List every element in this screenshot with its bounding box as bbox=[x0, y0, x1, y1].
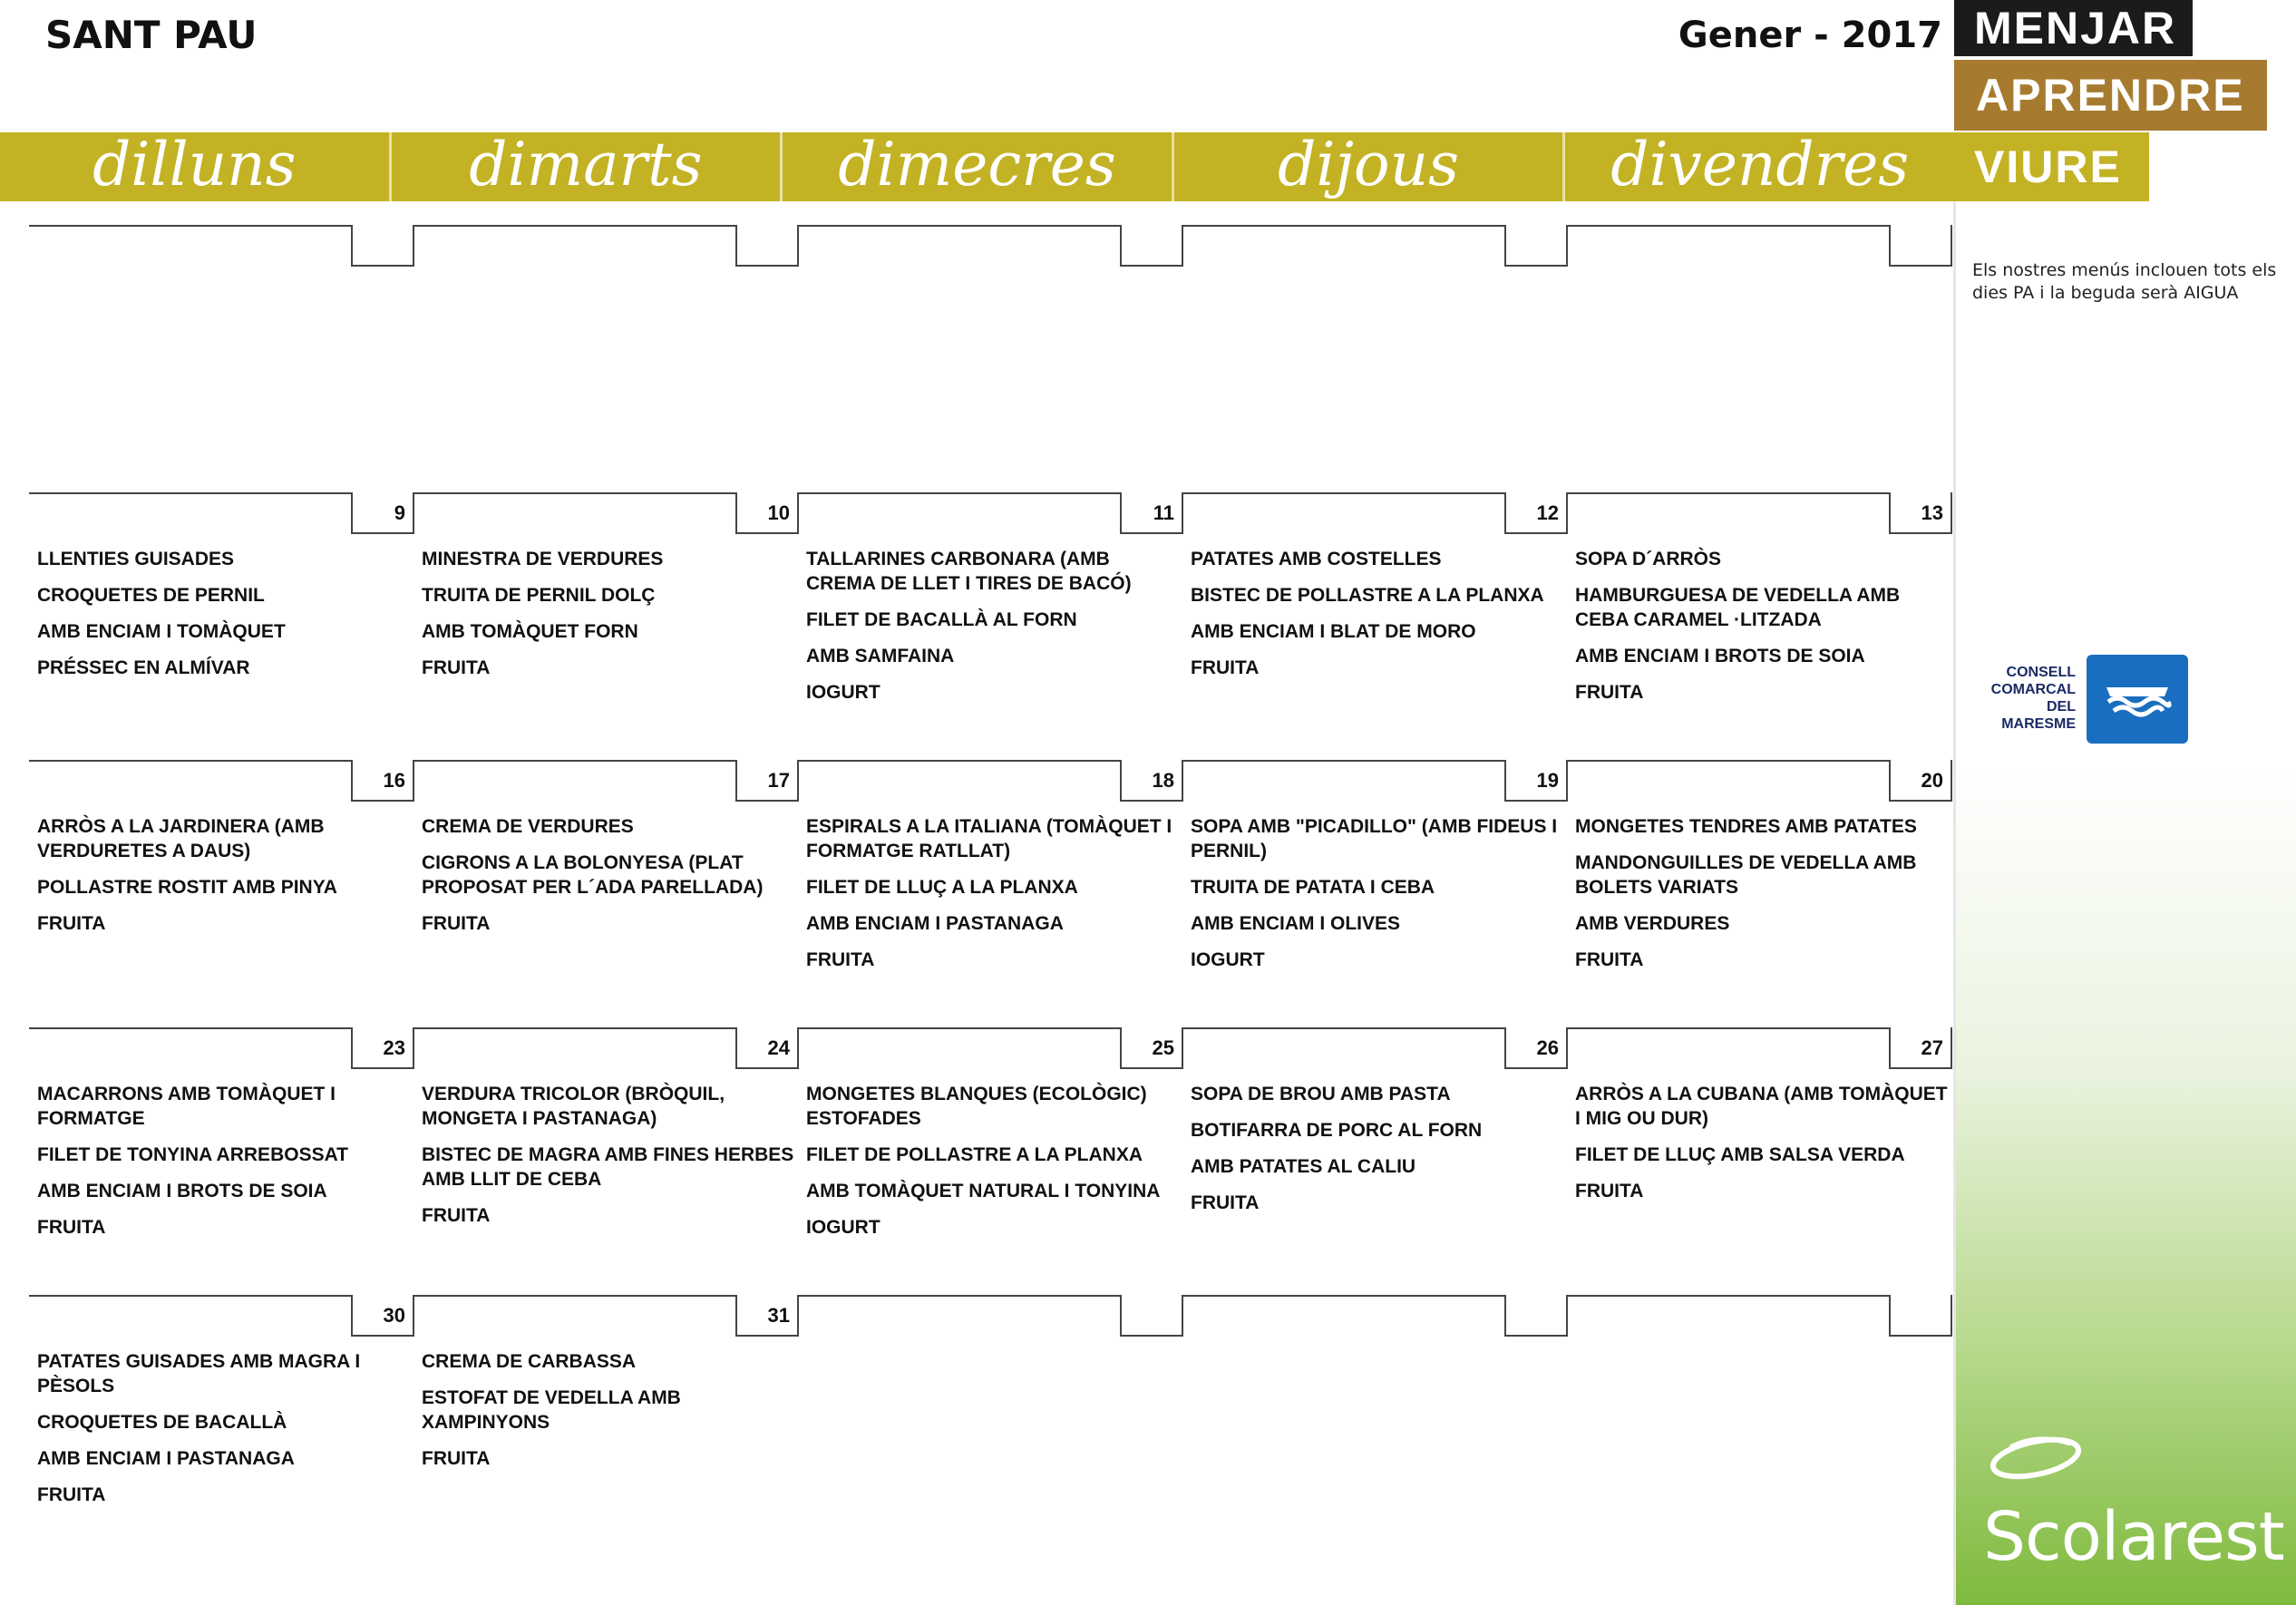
menu-items bbox=[37, 1349, 411, 1519]
menu-item: BISTEC DE POLLASTRE A LA PLANXA bbox=[1191, 585, 1544, 606]
menu-item: FRUITA bbox=[1191, 1192, 1260, 1213]
month-title: Gener - 2017 bbox=[1678, 15, 1942, 56]
day-number: 9 bbox=[351, 492, 414, 534]
day-cell bbox=[29, 1295, 414, 1558]
day-number bbox=[1120, 225, 1183, 267]
menu-item: AMB ENCIAM I PASTANAGA bbox=[806, 913, 1064, 934]
menu-item: HAMBURGUESA DE VEDELLA AMB CEBA CARAMEL ·LITZADA bbox=[1575, 585, 1901, 630]
day-cell bbox=[1182, 492, 1568, 755]
day-number: 26 bbox=[1504, 1027, 1568, 1069]
menu-item: FRUITA bbox=[1575, 1181, 1644, 1201]
menu-item: FRUITA bbox=[806, 949, 875, 970]
menu-item: PRÉSSEC EN ALMÍVAR bbox=[37, 657, 250, 678]
menu-items bbox=[1575, 814, 1949, 984]
menu-items bbox=[1575, 547, 1949, 716]
menu-item: ESPIRALS A LA ITALIANA (TOMÀQUET I FORMATGE RATLLAT) bbox=[806, 816, 1172, 861]
menu-item: FILET DE TONYINA ARREBOSSAT bbox=[37, 1144, 349, 1165]
day-cell bbox=[798, 1295, 1183, 1558]
menu-item: MACARRONS AMB TOMÀQUET I FORMATGE bbox=[37, 1084, 336, 1129]
menu-item: AMB ENCIAM I BROTS DE SOIA bbox=[37, 1181, 327, 1201]
day-number: 12 bbox=[1504, 492, 1568, 534]
day-cell bbox=[798, 760, 1183, 1023]
menu-item: FRUITA bbox=[422, 913, 491, 934]
menu-item: PATATES GUISADES AMB MAGRA I PÈSOLS bbox=[37, 1351, 361, 1396]
menu-items bbox=[37, 547, 411, 692]
menu-item: IOGURT bbox=[806, 682, 880, 703]
menu-items bbox=[422, 814, 795, 948]
day-cell bbox=[1182, 760, 1568, 1023]
day-number: 16 bbox=[351, 760, 414, 802]
menu-items bbox=[1191, 1082, 1564, 1227]
day-cell bbox=[1567, 492, 1952, 755]
menu-items bbox=[422, 1349, 795, 1483]
menu-note: Els nostres menús inclouen tots els dies PA i la beguda serà AIGUA bbox=[1972, 260, 2277, 303]
day-cell bbox=[798, 1027, 1183, 1290]
day-cell bbox=[29, 225, 414, 488]
consell-comarcal-logo bbox=[1967, 655, 2204, 745]
menu-item: TRUITA DE PATATA I CEBA bbox=[1191, 877, 1435, 898]
menu-item: AMB VERDURES bbox=[1575, 913, 1730, 934]
logo-text bbox=[1967, 664, 2076, 733]
day-number: 25 bbox=[1120, 1027, 1183, 1069]
day-cell bbox=[413, 1295, 799, 1558]
day-number: 10 bbox=[735, 492, 799, 534]
day-number: 17 bbox=[735, 760, 799, 802]
day-cell bbox=[1567, 1295, 1952, 1558]
menu-item: SOPA D´ARRÒS bbox=[1575, 549, 1722, 569]
scolarest-logo bbox=[1983, 1425, 2284, 1576]
day-number bbox=[1120, 1295, 1183, 1337]
day-number: 27 bbox=[1889, 1027, 1952, 1069]
menu-item: AMB ENCIAM I BLAT DE MORO bbox=[1191, 621, 1476, 642]
day-cell bbox=[1567, 225, 1952, 488]
menu-item: CREMA DE VERDURES bbox=[422, 816, 634, 837]
menu-item: PATATES AMB COSTELLES bbox=[1191, 549, 1442, 569]
menu-item: SOPA DE BROU AMB PASTA bbox=[1191, 1084, 1451, 1104]
logo-line: MARESME bbox=[2001, 716, 2076, 732]
day-number bbox=[1504, 1295, 1568, 1337]
menu-item: FRUITA bbox=[37, 913, 106, 934]
day-cell bbox=[29, 1027, 414, 1290]
day-cell bbox=[1567, 760, 1952, 1023]
menu-item: IOGURT bbox=[1191, 949, 1265, 970]
menu-item: FILET DE LLUÇ AMB SALSA VERDA bbox=[1575, 1144, 1905, 1165]
menu-item: CROQUETES DE BACALLÀ bbox=[37, 1412, 287, 1433]
menu-item: MINESTRA DE VERDURES bbox=[422, 549, 664, 569]
menu-item: FILET DE LLUÇ A LA PLANXA bbox=[806, 877, 1078, 898]
menu-item: FRUITA bbox=[422, 1205, 491, 1226]
menu-items bbox=[1191, 814, 1564, 984]
menu-items bbox=[422, 547, 795, 692]
menu-items bbox=[806, 1082, 1180, 1251]
waves-icon bbox=[2087, 655, 2188, 744]
menu-item: SOPA AMB "PICADILLO" (AMB FIDEUS I PERNIL) bbox=[1191, 816, 1558, 861]
scolarest-wordmark: Scolarest bbox=[1983, 1498, 2284, 1576]
menu-item: AMB ENCIAM I PASTANAGA bbox=[37, 1448, 295, 1469]
menu-item: AMB ENCIAM I BROTS DE SOIA bbox=[1575, 646, 1865, 666]
menu-item: FRUITA bbox=[37, 1484, 106, 1505]
menu-item: FRUITA bbox=[37, 1217, 106, 1238]
menu-item: AMB ENCIAM I TOMÀQUET bbox=[37, 621, 286, 642]
menu-item: CROQUETES DE PERNIL bbox=[37, 585, 265, 606]
logo-line: CONSELL bbox=[2006, 665, 2076, 680]
menu-items bbox=[1191, 547, 1564, 692]
logo-line: COMARCAL bbox=[1990, 682, 2076, 697]
school-name: SANT PAU bbox=[45, 13, 258, 57]
menu-items bbox=[422, 1082, 795, 1240]
brand-aprendre: APRENDRE bbox=[1954, 60, 2267, 131]
day-number: 19 bbox=[1504, 760, 1568, 802]
menu-item: FRUITA bbox=[1575, 682, 1644, 703]
brand-menjar: MENJAR bbox=[1954, 0, 2193, 56]
menu-item: MONGETES TENDRES AMB PATATES bbox=[1575, 816, 1917, 837]
menu-items bbox=[1575, 1082, 1949, 1215]
day-number: 24 bbox=[735, 1027, 799, 1069]
day-cell bbox=[29, 760, 414, 1023]
menu-item: AMB TOMÀQUET FORN bbox=[422, 621, 638, 642]
menu-item: ARRÒS A LA JARDINERA (AMB VERDURETES A DAUS) bbox=[37, 816, 325, 861]
menu-item: FILET DE POLLASTRE A LA PLANXA bbox=[806, 1144, 1143, 1165]
menu-item: CIGRONS A LA BOLONYESA (PLAT PROPOSAT PER L´ADA PARELLADA) bbox=[422, 852, 764, 898]
weekday-dimarts: dimarts bbox=[392, 132, 783, 201]
menu-item: AMB ENCIAM I OLIVES bbox=[1191, 913, 1401, 934]
day-number: 23 bbox=[351, 1027, 414, 1069]
menu-items bbox=[806, 547, 1180, 716]
day-number bbox=[351, 225, 414, 267]
menu-item: TALLARINES CARBONARA (AMB CREMA DE LLET I TIRES DE BACÓ) bbox=[806, 549, 1132, 594]
day-cell bbox=[1182, 1295, 1568, 1558]
day-cell bbox=[798, 225, 1183, 488]
menu-item: VERDURA TRICOLOR (BRÒQUIL, MONGETA I PASTANAGA) bbox=[422, 1084, 725, 1129]
day-number bbox=[1889, 1295, 1952, 1337]
day-number bbox=[1504, 225, 1568, 267]
weekday-dilluns: dilluns bbox=[0, 132, 392, 201]
menu-item: FRUITA bbox=[1575, 949, 1644, 970]
menu-items bbox=[37, 1082, 411, 1251]
menu-item: FRUITA bbox=[1191, 657, 1260, 678]
day-number bbox=[1889, 225, 1952, 267]
day-number: 31 bbox=[735, 1295, 799, 1337]
day-number: 11 bbox=[1120, 492, 1183, 534]
menu-item: MONGETES BLANQUES (ECOLÒGIC) ESTOFADES bbox=[806, 1084, 1147, 1129]
day-cell bbox=[1182, 225, 1568, 488]
day-cell bbox=[413, 225, 799, 488]
day-cell bbox=[413, 1027, 799, 1290]
sidebar bbox=[1953, 201, 2296, 1605]
menu-item: BISTEC DE MAGRA AMB FINES HERBES AMB LLIT DE CEBA bbox=[422, 1144, 794, 1190]
weekday-divendres: divendres bbox=[1610, 130, 1910, 199]
menu-item: FILET DE BACALLÀ AL FORN bbox=[806, 609, 1077, 630]
menu-item: FRUITA bbox=[422, 657, 491, 678]
day-cell bbox=[1182, 1027, 1568, 1290]
menu-item: ESTOFAT DE VEDELLA AMB XAMPINYONS bbox=[422, 1387, 681, 1433]
menu-item: IOGURT bbox=[806, 1217, 880, 1238]
day-number: 18 bbox=[1120, 760, 1183, 802]
menu-item: TRUITA DE PERNIL DOLÇ bbox=[422, 585, 656, 606]
menu-items bbox=[806, 814, 1180, 984]
day-cell bbox=[413, 760, 799, 1023]
day-number bbox=[735, 225, 799, 267]
menu-item: CREMA DE CARBASSA bbox=[422, 1351, 637, 1372]
scolarest-swirl-icon bbox=[1983, 1425, 2092, 1489]
day-cell bbox=[798, 492, 1183, 755]
menu-items bbox=[37, 814, 411, 948]
menu-item: POLLASTRE ROSTIT AMB PINYA bbox=[37, 877, 337, 898]
menu-item: LLENTIES GUISADES bbox=[37, 549, 235, 569]
day-cell bbox=[413, 492, 799, 755]
weekday-header bbox=[0, 132, 1954, 201]
logo-line: DEL bbox=[2047, 699, 2076, 715]
menu-item: ARRÒS A LA CUBANA (AMB TOMÀQUET I MIG OU DUR) bbox=[1575, 1084, 1948, 1129]
day-cell bbox=[29, 492, 414, 755]
menu-item: MANDONGUILLES DE VEDELLA AMB BOLETS VARIATS bbox=[1575, 852, 1917, 898]
menu-item: FRUITA bbox=[422, 1448, 491, 1469]
brand-viure: VIURE bbox=[1954, 132, 2149, 201]
menu-item: AMB SAMFAINA bbox=[806, 646, 955, 666]
day-number: 30 bbox=[351, 1295, 414, 1337]
day-number: 13 bbox=[1889, 492, 1952, 534]
day-cell bbox=[1567, 1027, 1952, 1290]
menu-item: AMB PATATES AL CALIU bbox=[1191, 1156, 1416, 1177]
menu-item: AMB TOMÀQUET NATURAL I TONYINA bbox=[806, 1181, 1161, 1201]
day-number: 20 bbox=[1889, 760, 1952, 802]
menu-item: BOTIFARRA DE PORC AL FORN bbox=[1191, 1120, 1483, 1141]
weekday-dimecres: dimecres bbox=[783, 132, 1174, 201]
weekday-dijous: dijous bbox=[1174, 132, 1566, 201]
